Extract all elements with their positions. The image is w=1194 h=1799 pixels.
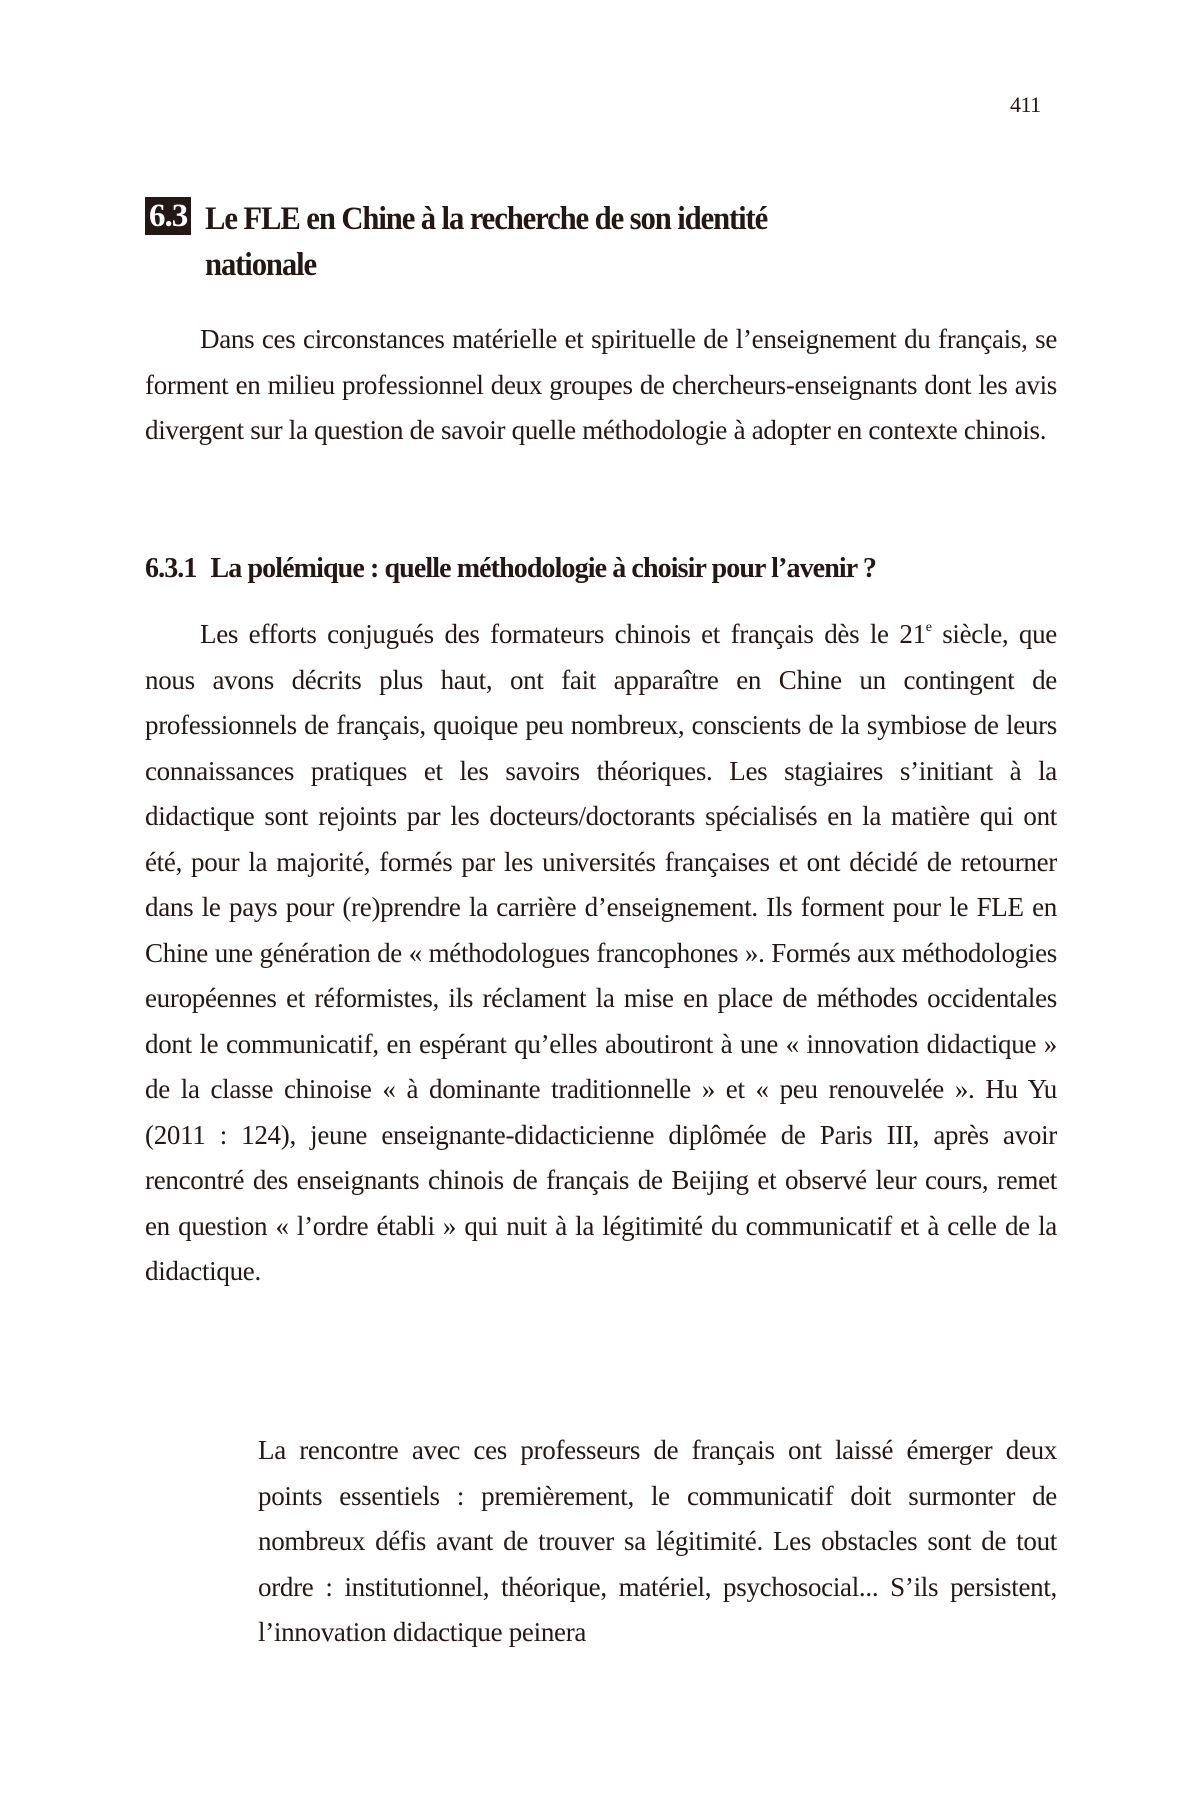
block-quote: La rencontre avec ces professeurs de français ont laissé émerger deux points essentiels : premièrement, le communicatif doit surmonter de nombreux défis avant de trouver sa légitimité. Les obstacles sont de tout ordre : institutionnel, théorique, matériel, psychosocial... S’ils persistent, l’innovation didactique peinera [258, 1435, 1057, 1647]
body-paragraph-rest: siècle, que nous avons décrits plus haut, ont fait apparaître en Chine un contingent de professionnels de français, quoique peu nombreux, conscients de la symbiose de leurs connaissances pratiques et les savoirs théoriques. Les stagiaires s’initiant à la didactique sont rejoints par les docteurs/doctorants spécialisés en la matière qui ont été, pour la majorité, formés par les universités françaises et ont décidé de retourner dans le pays pour (re)prendre la carrière d’enseignement. Ils forment pour le FLE en Chine une génération de « méthodologues francophones ». Formés aux méthodologies européennes et réformistes, ils réclament la mise en place de méthodes occidentales dont le communicatif, en espérant qu’elles aboutiront à une « innovation didactique » de la classe chinoise « à dominante traditionnelle » et « peu renouvelée ». Hu Yu (2011 : 124), jeune enseignante-didacticienne diplômée de Paris III, après avoir rencontré des enseignants chinois de français de Beijing et observé leur cours, remet en question « l’ordre établi » qui nuit à la légitimité du communicatif et à celle de la didactique. [145, 619, 1057, 1286]
page-number: 411 [1010, 92, 1041, 117]
body-paragraph-start: Les efforts conjugués des formateurs chinois et français dès le 21 [200, 619, 926, 649]
section-heading [145, 196, 1045, 288]
subsection-heading [145, 553, 876, 585]
superscript-e: e [925, 620, 932, 635]
subsection-title: La polémique : quelle méthodologie à choisir pour l’avenir ? [210, 553, 876, 584]
section-number-badge: 6.3 [145, 197, 191, 235]
intro-paragraph: Dans ces circonstances matérielle et spirituelle de l’enseignement du français, se forment en milieu professionnel deux groupes de chercheurs-enseignants dont les avis divergent sur la question de savoir quelle méthodologie à adopter en contexte chinois. [145, 324, 1057, 445]
subsection-number: 6.3.1 [145, 553, 197, 584]
section-title: Le FLE en Chine à la recherche de son identité nationale [205, 201, 768, 283]
body-paragraph [145, 612, 1057, 1295]
